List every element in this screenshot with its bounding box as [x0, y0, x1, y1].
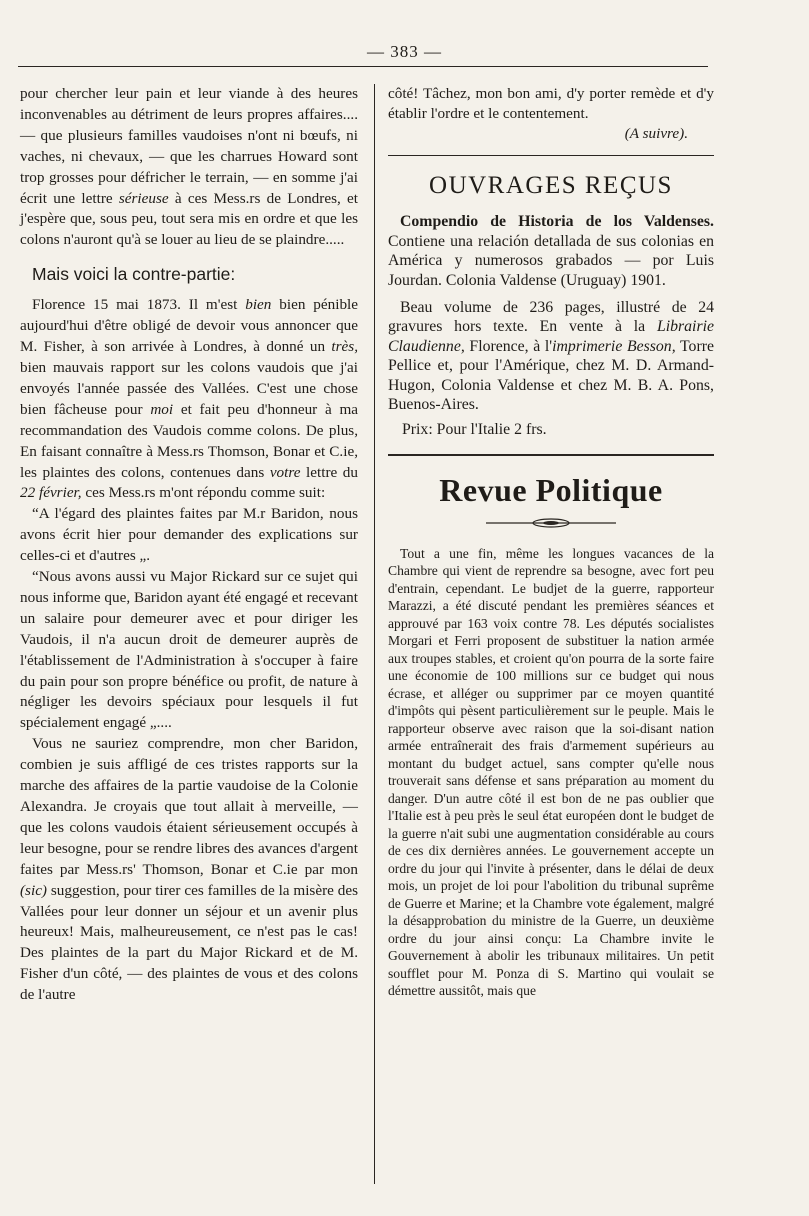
right-column [388, 84, 714, 1000]
book-entry: Compendio de Historia de los Valdenses. Contiene una relación detallada de sus colonias en América y numerosos grabados — por Luis Jourdan. Colonia Valdense (Uruguay) 1901. [388, 213, 714, 289]
page-number: — 383 — [367, 42, 442, 61]
paragraph-continuation: côté! Tâchez, mon bon ami, d'y porter remède et d'y établir l'ordre et le contentement. [388, 85, 714, 122]
header-rule [18, 66, 708, 67]
section-rule [388, 155, 714, 156]
paragraph-affliction: Vous ne sauriez comprendre, mon cher Baridon, combien je suis affligé de ces tristes rapports sur la marche des affaires de la partie vaudoise de la Colonie Alexandra. Je croyais que tout allait à merveille, — que les colons vaudois étaient sérieusement occupés à leur besogne, pour se rendre libres des avances d'argent faites par Mess.rs' Thomson, Bonar et C.ie par mon (sic) suggestion, pour tirer ces familles de la misère des Vallées pour leur donner un séjour et un avenir plus heureux! Mais, malheureusement, ce n'est pas le cas! Des plaintes de la part du Major Rickard et de M. Fisher d'un côté, — des plaintes de vous et des colons de l'autre [20, 735, 358, 1004]
paragraph-colonists-complaints: pour chercher leur pain et leur viande à des heures inconvenables au détriment de leurs propres affaires.... — que plusieurs familles vaudoises n'ont ni bœufs, ni vaches, ni chevaux, — que les charrues Howard sont trop grosses pour défricher le terrain, — en somme j'ai écrit une lettre sérieuse à ces Mess.rs de Londres, et j'espère que, sous peu, tout sera mis en ordre et que les colons n'auront qu'à se louer au lieu de se plaindre..... [20, 85, 359, 249]
ornament-divider-icon [486, 517, 616, 529]
section-rule-thick [388, 454, 714, 456]
to-be-continued: (A suivre). [624, 124, 688, 142]
book-description: Beau volume de 236 pages, illustré de 24 gravures hors texte. En vente à la Librairie Claudienne, Florence, à l'imprimerie Besson, Torre Pellice et, pour l'Amérique, chez M. D. Armand-Hugon, Colonia Valdense et chez M. B. A. Pons, Buenos-Aires. [388, 299, 714, 414]
paragraph-letter-florence: Florence 15 mai 1873. Il m'est bien bien pénible aujourd'hui d'être obligé de devoir vous annoncer que M. Fisher, à son arrivée à Londres, à donné un très, bien mauvais rapport sur les colons vaudois que j'ai envoyés l'année passée des Vallées. C'est une chose bien fâcheuse pour moi et fait peu d'honneur à ma recommandation des Vaudois comme colons. De plus, En faisant connaître à Mess.rs Thomson, Bonar et C.ie, les plaintes des colons, contenues dans votre lettre du 22 février, ces Mess.rs m'ont répondu comme suit: [20, 296, 358, 502]
section-title-ouvrages: OUVRAGES REÇUS [429, 172, 673, 200]
column-divider [374, 84, 375, 1184]
section-title-revue-politique: Revue Politique [439, 471, 663, 508]
book-price: Prix: Pour l'Italie 2 frs. [402, 421, 547, 439]
paragraph-quote-rickard: “Nous avons aussi vu Major Rickard sur ce sujet qui nous informe que, Baridon ayant été engagé et recevant un salaire pour demeurer avec et pour diriger les Vaudois, il n'a aucun droit de demeurer auprès de l'établissement de l'Administration à s'occuper à faire du pain pour son propre bénéfice ou profit, de nature à négliger les devoirs spéciaux pour lesquels il fut spécialement engagé „.... [20, 568, 358, 732]
subheading-contre-partie: Mais voici la contre-partie: [32, 264, 236, 285]
paragraph-revue-politique: Tout a une fin, même les longues vacances de la Chambre qui vient de reprendre sa besogne, avec fort peu d'entrain, cependant. Le budjet de la guerre, rapporteur Marazzi, a été discuté pendant les premières séances et approuvé par 163 voix contre 78. Les députés socialistes Morgari et Ferri proposent de substituer la nation armée aux troupes stables, et croient qu'on pourra de la sorte faire une économie de 100 millions sur ce budget qui nous écrase, et alléger ou supprimer par ce moyen quantité d'impôts qui pèsent particulièrement sur le peuple. Mais le rapporteur observe avec raison que la soi-disant nation armée entraînerait des frais d'armement supérieurs au montant du budget actuel, sans compter qu'elle nous trouverait sans défense et sans préparation au moment du danger. D'un autre côté il est bon de ne pas oublier que l'Italie est à peu près le seul état européen dont le budget de la guerre n'ait subi une augmentation considérable au cours de ces dix dernières années. Le gouvernement accepte un ordre du jour qui l'invite à présenter, dans le délai de deux mois, un projet de loi pour l'abolition du tribunal suprême de Guerre et Marine; et la Chambre vote également, malgré la désapprobation du ministre de la Guerre, un deuxième ordre du jour ainsi conçu: La Chambre invite le Gouvernement à abolir les tribunaux militaires. Un petit soufflet pour M. Ponza di S. Martino qui voulait se démettre aussitôt, mais que [388, 545, 714, 999]
paragraph-quote-baridon: “A l'égard des plaintes faites par M.r Baridon, nous avons écrit hier pour demander des explications sur celles-ci et d'autres „. [20, 505, 358, 565]
left-column [20, 84, 358, 1006]
